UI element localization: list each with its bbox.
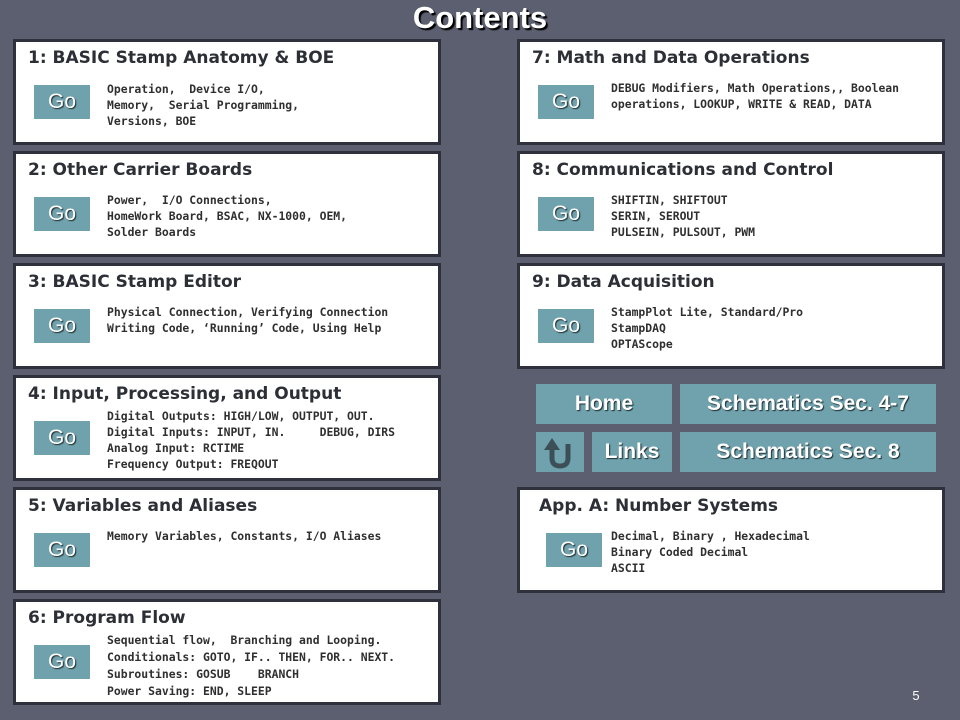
description-line: Subroutines: GOSUB BRANCH xyxy=(107,667,300,681)
description-line: Memory Variables, Constants, I/O Aliases xyxy=(107,529,382,543)
go-button-section-7[interactable]: Go xyxy=(538,85,594,119)
go-button-appendix-a[interactable]: Go xyxy=(546,533,602,567)
description-line: Sequential flow, Branching and Looping. xyxy=(107,633,382,647)
description-line: Binary Coded Decimal xyxy=(611,545,749,559)
description-line: Versions, BOE xyxy=(107,114,197,128)
section-card-6 xyxy=(13,599,441,705)
go-button-section-3[interactable]: Go xyxy=(34,309,90,343)
go-button-section-6[interactable]: Go xyxy=(34,645,90,679)
schematics-sec-4-7-button[interactable]: Schematics Sec. 4-7 xyxy=(680,384,936,424)
go-button-section-4[interactable]: Go xyxy=(34,421,90,455)
description-line: Memory, Serial Programming, xyxy=(107,98,300,112)
description-line: Physical Connection, Verifying Connection xyxy=(107,305,389,319)
section-title: 9: Data Acquisition xyxy=(532,272,715,292)
section-card-1 xyxy=(13,39,441,145)
page-number: 5 xyxy=(912,688,920,703)
section-description xyxy=(611,80,899,112)
description-line: Writing Code, ‘Running’ Code, Using Help xyxy=(107,321,382,335)
section-card-2 xyxy=(13,151,441,257)
section-card-9 xyxy=(517,263,945,369)
description-line: PULSEIN, PULSOUT, PWM xyxy=(611,225,756,239)
description-line: DEBUG Modifiers, Math Operations,, Boolean xyxy=(611,81,900,95)
description-line: SHIFTIN, SHIFTOUT xyxy=(611,193,728,207)
description-line: StampDAQ xyxy=(611,321,666,335)
description-line: Conditionals: GOTO, IF.. THEN, FOR.. NEXT. xyxy=(107,650,396,664)
section-title: 2: Other Carrier Boards xyxy=(28,160,253,180)
description-line: StampPlot Lite, Standard/Pro xyxy=(611,305,804,319)
section-title: App. A: Number Systems xyxy=(539,496,779,516)
go-button-section-5[interactable]: Go xyxy=(34,533,90,567)
back-button[interactable] xyxy=(536,432,584,472)
section-description xyxy=(107,632,395,700)
section-description xyxy=(107,528,381,544)
description-line: Digital Outputs: HIGH/LOW, OUTPUT, OUT. xyxy=(107,409,375,423)
description-line: Frequency Output: FREQOUT xyxy=(107,457,279,471)
description-line: Decimal, Binary , Hexadecimal xyxy=(611,529,810,543)
description-line: Operation, Device I/O, xyxy=(107,82,265,96)
section-card-8 xyxy=(517,151,945,257)
section-card-4 xyxy=(13,375,441,481)
section-title: 3: BASIC Stamp Editor xyxy=(28,272,242,292)
go-button-section-8[interactable]: Go xyxy=(538,197,594,231)
section-card-7 xyxy=(517,39,945,145)
section-description xyxy=(107,192,347,240)
description-line: Analog Input: RCTIME xyxy=(107,441,245,455)
home-button[interactable]: Home xyxy=(536,384,672,424)
section-description xyxy=(107,408,395,472)
section-card-5 xyxy=(13,487,441,593)
go-button-section-9[interactable]: Go xyxy=(538,309,594,343)
u-turn-arrow-icon xyxy=(536,432,584,472)
section-title: 4: Input, Processing, and Output xyxy=(28,384,342,404)
section-description xyxy=(611,192,755,240)
schematics-sec-8-button[interactable]: Schematics Sec. 8 xyxy=(680,432,936,472)
section-title: 1: BASIC Stamp Anatomy & BOE xyxy=(28,48,335,68)
description-line: OPTAScope xyxy=(611,337,673,351)
section-title: 5: Variables and Aliases xyxy=(28,496,258,516)
description-line: operations, LOOKUP, WRITE & READ, DATA xyxy=(611,97,872,111)
go-button-section-2[interactable]: Go xyxy=(34,197,90,231)
section-description xyxy=(107,81,299,129)
section-title: 6: Program Flow xyxy=(28,608,186,628)
description-line: Solder Boards xyxy=(107,225,197,239)
section-description xyxy=(611,528,810,576)
links-button[interactable]: Links xyxy=(592,432,672,472)
section-title: 7: Math and Data Operations xyxy=(532,48,810,68)
description-line: SERIN, SEROUT xyxy=(611,209,701,223)
section-title: 8: Communications and Control xyxy=(532,160,834,180)
section-description xyxy=(107,304,388,336)
page-title: Contents xyxy=(412,0,548,35)
section-description xyxy=(611,304,803,352)
description-line: ASCII xyxy=(611,561,646,575)
description-line: Power Saving: END, SLEEP xyxy=(107,684,272,698)
section-card-3 xyxy=(13,263,441,369)
go-button-section-1[interactable]: Go xyxy=(34,85,90,119)
description-line: HomeWork Board, BSAC, NX-1000, OEM, xyxy=(107,209,348,223)
description-line: Power, I/O Connections, xyxy=(107,193,272,207)
section-card-appendix-a xyxy=(517,487,945,593)
description-line: Digital Inputs: INPUT, IN. DEBUG, DIRS xyxy=(107,425,396,439)
